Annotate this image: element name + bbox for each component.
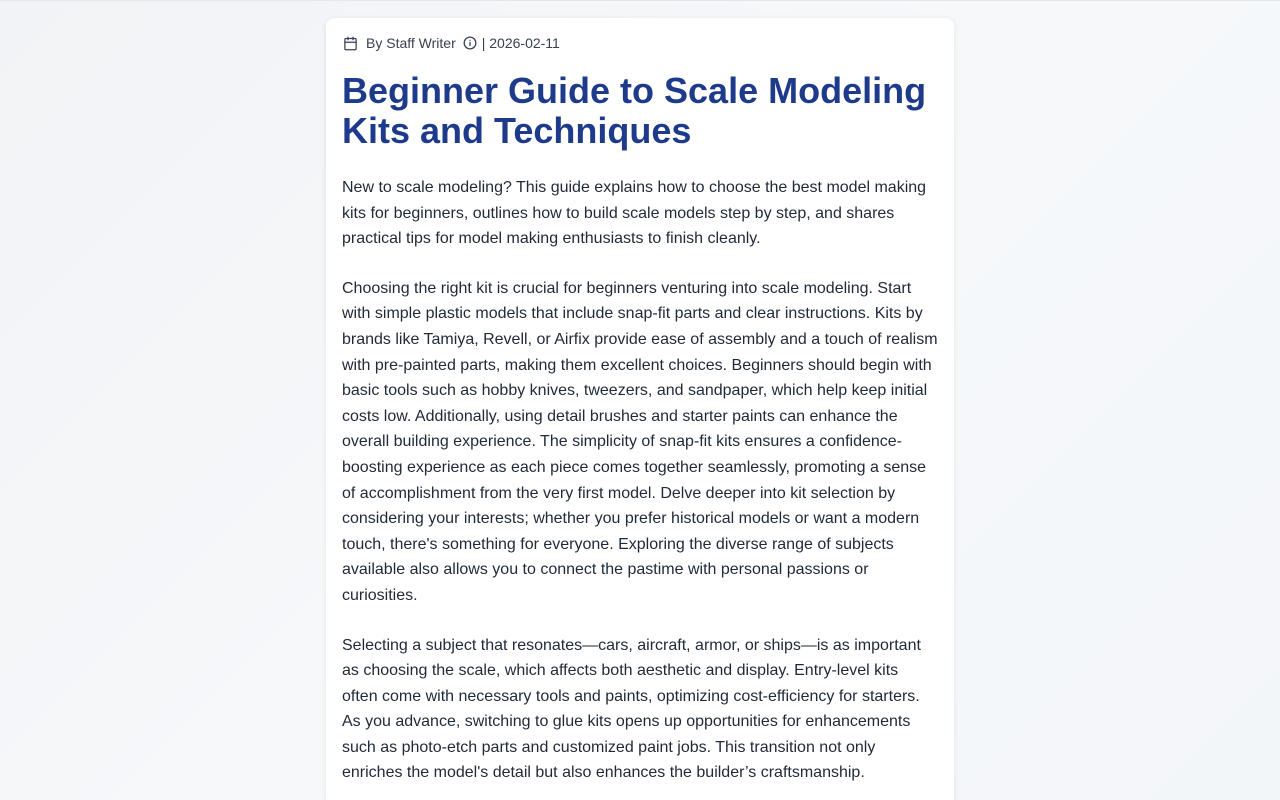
info-icon[interactable] (462, 35, 478, 51)
article-paragraph: Choosing the right kit is crucial for beginners venturing into scale modeling. Start with simple plastic models that include snap-fit parts and clear instructions. Kits by brands like Tamiya, Revell, or Airfix provide ease of assembly and a touch of realism with pre-painted parts, making them excellent choices. Beginners should begin with basic tools such as hobby knives, tweezers, and sandpaper, which help keep initial costs low. Additionally, using detail brushes and starter paints can enhance the overall building experience. The simplicity of snap-fit kits ensures a confidence-boosting experience as each piece comes together seamlessly, promoting a sense of accomplishment from the very first model. Delve deeper into kit selection by considering your interests; whether you prefer historical models or want a modern touch, there's something for everyone. Exploring the diverse range of subjects available also allows you to connect the pastime with personal passions or curiosities. (342, 279, 938, 604)
article-body (342, 175, 938, 786)
author-name: By Staff Writer (366, 35, 456, 51)
article-paragraph: Selecting a subject that resonates—cars, aircraft, armor, or ships—is as important as choosing the scale, which affects both aesthetic and display. Entry-level kits often come with necessary tools and paints, optimizing cost-efficiency for starters. As you advance, switching to glue kits opens up opportunities for enhancements such as photo-etch parts and customized paint jobs. This transition not only enriches the model's detail but also enhances the builder’s craftsmanship. (342, 636, 921, 782)
article-card (326, 18, 954, 800)
article-paragraph: New to scale modeling? This guide explains how to choose the best model making kits for beginners, outlines how to build scale models step by step, and shares practical tips for model making enthusiasts to finish cleanly. (342, 179, 927, 248)
publish-date: | 2026-02-11 (481, 35, 560, 51)
top-divider (0, 0, 1280, 1)
article-title: Beginner Guide to Scale Modeling Kits and Techniques (342, 70, 927, 151)
calendar-icon (342, 35, 358, 51)
article-meta (342, 34, 938, 52)
